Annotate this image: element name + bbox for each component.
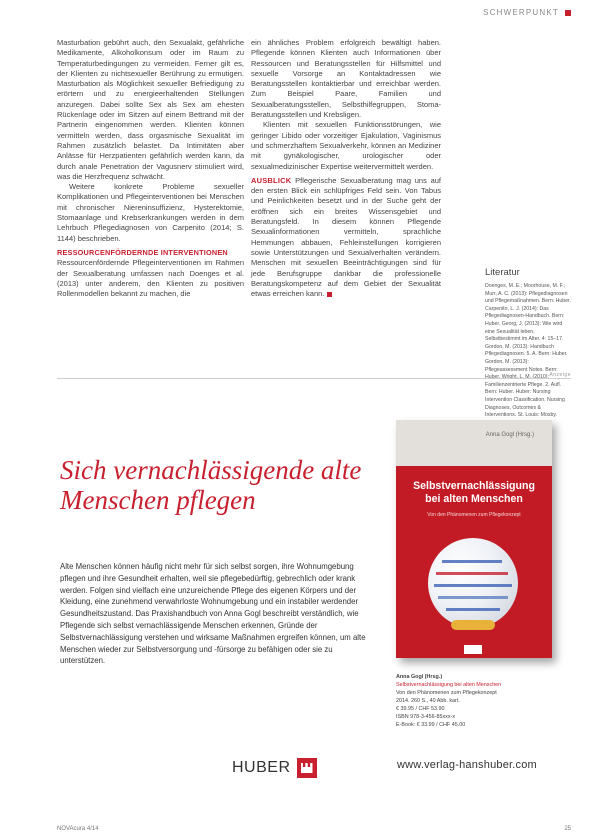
end-mark-icon: [327, 292, 332, 297]
section-header: [483, 8, 571, 17]
ad-tag: Anzeige: [549, 372, 571, 378]
book-cover-publisher-logo: [464, 645, 482, 654]
book-author: Anna Gogl (Hrsg.): [396, 674, 443, 680]
article-outlook-paragraph: [251, 176, 441, 300]
section-label: SCHWERPUNKT: [483, 8, 559, 17]
publisher-name: HUBER: [232, 759, 291, 776]
page-number: 25: [564, 826, 571, 832]
globe-word-stripe: [446, 608, 500, 611]
word-globe-illustration: [428, 538, 518, 628]
book-title: Selbstvernachlässigung bei alten Menschen: [396, 682, 502, 688]
article-column-1: [57, 38, 244, 299]
literature-box: [485, 267, 571, 420]
issue-label: NOVAcura 4/14: [57, 826, 99, 832]
article-subheading: RESSOURCENFÖRDERNDE INTERVENTIONEN: [57, 247, 228, 257]
lying-figure-illustration: [451, 620, 495, 630]
book-info-line: ISBN 978-3-456-85xxx-x: [396, 714, 456, 720]
article-paragraph: Klienten mit sexuellen Funktionsstörungen, wie geringer Libido oder vorzeitiger Ejakulation, Vaginismus und schmerzhaftem Sexualverkehr, können an Mediziner mit gynäkologischer, urologischer oder sexualmedizinischer Expertise weitervermittelt werden.: [251, 120, 441, 171]
globe-word-stripe: [442, 560, 502, 563]
book-info-line: Von den Phänomenen zum Pflegekonzept: [396, 690, 497, 696]
article-paragraph: Masturbation gebührt auch, den Sexualakt, gefährliche Medikamente, Alkoholkonsum oder im Raum zu Temperaturbedingungen zu vermeiden. Ferner gilt es, der Klienten zu nichtsexueller Berührung zu ermutigen. Masturbation als Möglichkeit sexueller Befriedigung zu erörtern und zu energieerhaltenden Stellungen anzuregen. Dabei sollte Sex als Sex am ehesten Rückenlage oder im Sitzen auf einem Bettrand mit der Partnerin eingenommen werden. Klienten können vermitteln werden, dass orgasmische Sexualität im Rahmen zusätzlich belastet. Da Intimitäten aber Anlässe für Herzpatienten gefährlich werden kann, da durch anale Penetration der Vagusnerv stimuliert wird, was die Herzfrequenz schwächt.: [57, 38, 244, 181]
book-info-line: 2014. 260 S., 40 Abb. kart.: [396, 698, 460, 704]
article-paragraph: Ressourcenfördernde Pflegeinterventionen im Rahmen der Sexualberatung umfassen nach Doenges et al. (2013) unter anderem, den Klienten zu positiven Rollenmodellen bekannt zu machen, die: [57, 258, 244, 299]
article-paragraph: ein ähnliches Problem erfolgreich bewältigt haben. Pflegende können Klienten auch Informationen über Ressourcen und Beratungsstellen für Hilfsmittel und sexuelle Vorsorge an Kontaktadressen wie Beratungsstellen kontaktierbar und erreichbar werden. Zum Beispiel Paare, Familien und Sexualberatungsstellen, Selbsthilfegruppen, Stoma-Beratungsstellen und Krebsligen.: [251, 38, 441, 120]
ad-headline: Sich vernachlässigende alte Menschen pflegen: [60, 455, 362, 515]
article-paragraph: Weitere konkrete Probleme sexueller Komplikationen und Pflegeinterventionen bei Menschen mit chronischer Niereninsuffizienz, Hysterektomie, Stomaanlage und Krebserkrankungen werden in dem Lehrbuch Pflegediagnosen von Carpenito (2014; S. 1144) beschrieben.: [57, 182, 244, 243]
globe-word-stripe: [434, 584, 512, 587]
book-cover: [396, 420, 552, 658]
book-cover-editor: Anna Gogl (Hrsg.): [485, 432, 534, 438]
publisher-emblem-icon: [297, 758, 317, 778]
section-marker: [565, 10, 571, 16]
divider: [57, 378, 571, 379]
ad-body-text: Alte Menschen können häufig nicht mehr für sich selbst sorgen, ihre Wohnumgebung pflegen und ihre Gesundheit erhalten, weil sie pflegebedürftig, gebrechlich oder krank werden. Folgen sind vielfach eine unzureichende Pflege des eigenen Körpers und der Kleidung, eine zunehmend verwahrloste Wohnumgebung und ein instabiler werdender Gesundheitszustand. Das Praxishandbuch von Anna Gogl beschreibt verständlich, wie Pflegende sich selbst vernachlässigende Menschen erkennen, Gründe der Selbstvernachlässigung verstehen und wirksame Maßnahmen ergreifen können, um alte Menschen wieder zur Selbstversorgung und -fürsorge zu befähigen oder sie zu unterstützen.: [60, 562, 366, 666]
publisher-logo: [232, 758, 317, 778]
article-column-2: [251, 38, 441, 299]
book-info: [396, 673, 566, 729]
book-info-line: E-Book: € 33.99 / CHF 45.00: [396, 722, 466, 728]
book-cover-title: Selbstvernachlässigung bei alten Menschen: [413, 480, 535, 505]
globe-word-stripe: [438, 596, 508, 599]
outlook-text: Pflegerische Sexualberatung mag uns auf den ersten Blick ein schlüpfriges Feld sein. Von Tabus und Peinlichkeiten besetzt und in der Suche geht der eröffnen sich ein breites Wissensgebiet und Beratungsfeld. In diesem können Pflegende Sexualinformationen vermitteln, sprachliche Hemmungen abbauen, Fehleinstellungen korrigieren sowie Unterstützungen und Sexualverhalten verändern. Menschen mit sexuellen Beeinträchtigungen sind für jede Berufsgruppe dankbar die professionelle Beratungskompetenz auf dem Gebiet der Sexualität etwas erreichen kann.: [251, 175, 441, 299]
publisher-url[interactable]: www.verlag-hanshuber.com: [397, 759, 537, 771]
book-cover-band: [396, 420, 552, 466]
literature-list: Doenges, M. E.; Moorhouse, M. F.; Murr, A. C. (2013): Pflegediagnosen und Pflegemaßnahmen. Bern: Huber. Carpenito, L. J. (2014): Das Pflegediagnosen-Handbuch. Bern: Huber. Georg, J. (2013): Wie wird eine Sexualität leben. Selbstbestimmt im Alter. 4: 15–17. Gordon, M. (2013): Handbuch Pflegediagnosen. 5. A. Bern: Huber. Gordon, M. (2013): Pflegeassessment Notes. Bern: Familienzentrierte Pflege. 2. Aufl. Bern: Huber. Huber: Nursing Intervention Classification. Nursing Diagnoses, Outcomes & Interventions. St. Louis: Mosby.: [485, 283, 571, 419]
book-info-line: € 39.95 / CHF 53.90: [396, 706, 445, 712]
literature-title: Literatur: [485, 267, 520, 278]
globe-word-stripe: [436, 572, 508, 575]
outlook-runin-label: AUSBLICK: [251, 175, 292, 185]
book-cover-subtitle: Von den Phänomenen zum Pflegekonzept: [427, 512, 521, 518]
